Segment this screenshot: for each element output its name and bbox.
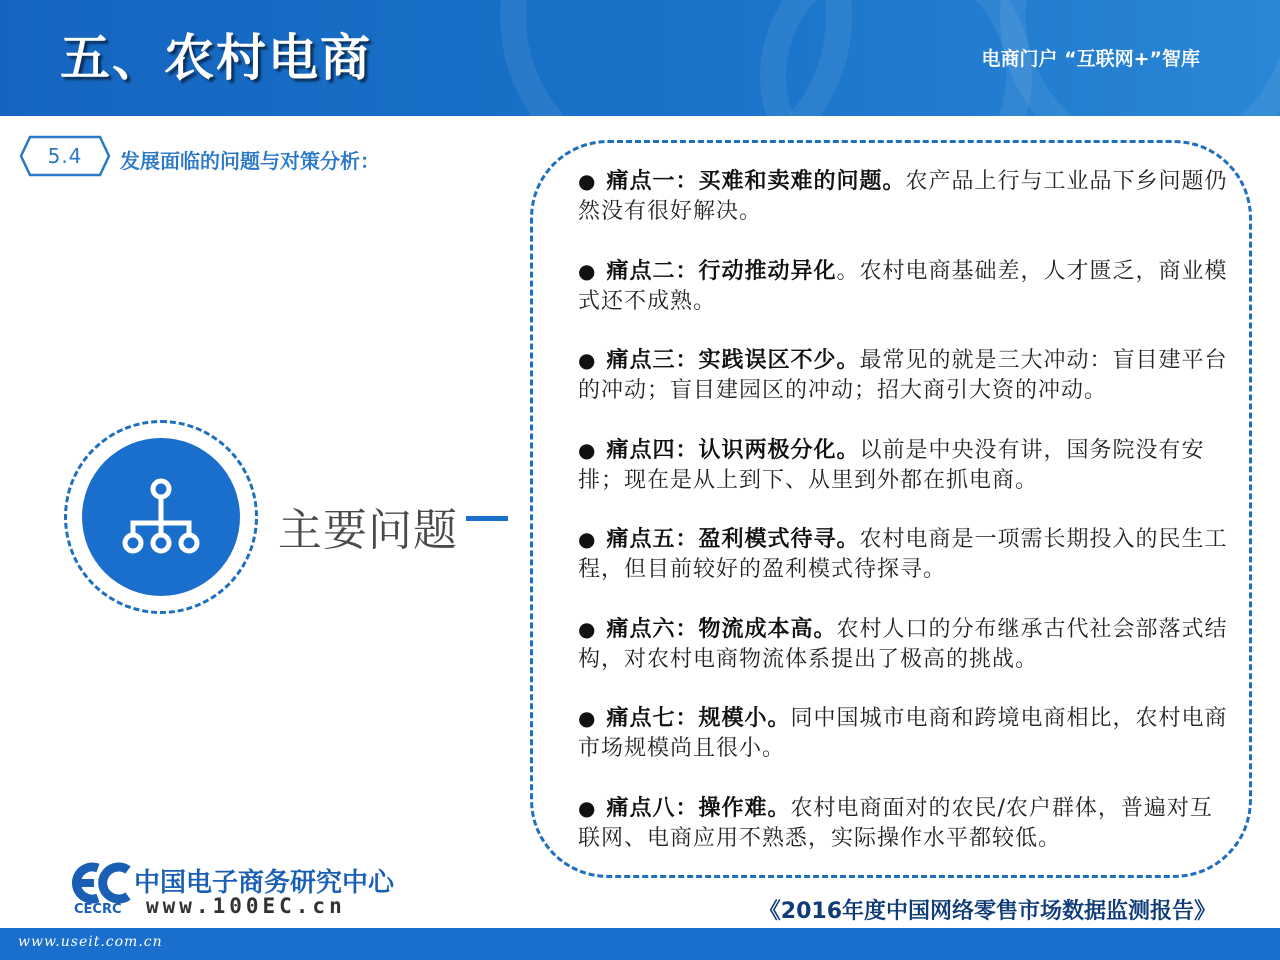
- hierarchy-icon: [121, 477, 201, 557]
- pain-point-title: 痛点八：操作难。: [606, 795, 791, 821]
- pain-point-item: [578, 166, 1228, 256]
- bullet-icon: ●: [578, 348, 597, 372]
- pain-point-item: [578, 524, 1228, 614]
- pain-point-item: [578, 345, 1228, 435]
- bullet-icon: ●: [578, 258, 597, 283]
- bullet-icon: ●: [578, 169, 597, 193]
- page-title: 五、农村电商: [60, 29, 372, 87]
- connector-line: [466, 516, 508, 521]
- pain-point-item: [578, 614, 1228, 704]
- header-banner: [0, 0, 1280, 116]
- main-topic-ring: [64, 420, 258, 614]
- bullet-icon: ●: [578, 616, 597, 641]
- pain-point-title: 痛点四：认识两极分化。: [606, 437, 860, 463]
- bullet-icon: ●: [578, 437, 597, 462]
- pain-point-title: 痛点五：盈利模式待寻。: [606, 527, 860, 552]
- report-title: 《2016年度中国网络零售市场数据监测报告》: [758, 899, 1216, 924]
- header-tagline: 电商门户 “互联网+”智库: [981, 48, 1200, 70]
- pain-point-text: 最常见的就是三大冲动：盲目建平台的冲动；盲目建园区的冲动；招大商引大资的冲动。: [578, 348, 1228, 403]
- pain-point-item: [578, 256, 1228, 346]
- pain-point-text: 农村电商面对的农民/农户群体，普遍对互联网、电商应用不熟悉，实际操作水平都较低。: [578, 795, 1213, 851]
- pain-point-title: 痛点三：实践误区不少。: [606, 348, 860, 373]
- pain-point-title: 痛点六：物流成本高。: [606, 616, 837, 642]
- section-number: 5.4: [47, 144, 83, 168]
- org-url: www.100EC.cn: [146, 894, 346, 918]
- pain-point-item: [578, 435, 1228, 525]
- pain-point-text: 农产品上行与工业品下乡问题仍然没有很好解决。: [578, 169, 1228, 224]
- pain-point-text: 农村电商是一项需长期投入的民生工程，但目前较好的盈利模式待探寻。: [578, 527, 1228, 582]
- footer-bar: [0, 928, 1280, 960]
- pain-point-item: [578, 793, 1228, 883]
- pain-point-text: 同中国城市电商和跨境电商相比，农村电商市场规模尚且很小。: [578, 706, 1228, 761]
- bullet-icon: ●: [578, 795, 597, 820]
- pain-point-title: 痛点七：规模小。: [606, 706, 791, 731]
- org-name: 中国电子商务研究中心: [134, 868, 395, 898]
- bullet-icon: ●: [578, 527, 597, 551]
- pain-point-item: [578, 703, 1228, 793]
- watermark: www.useit.com.cn: [18, 934, 163, 950]
- bullet-icon: ●: [578, 706, 597, 730]
- cecrc-logo-icon: [70, 862, 132, 904]
- pain-point-title: 痛点一：买难和卖难的问题。: [606, 169, 906, 194]
- pain-point-text: 农村人口的分布继承古代社会部落式结构，对农村电商物流体系提出了极高的挑战。: [578, 616, 1228, 672]
- pain-point-text: 。农村电商基础差，人才匮乏，商业模式还不成熟。: [578, 258, 1228, 314]
- pain-point-title: 痛点二：行动推动异化: [606, 258, 837, 284]
- main-topic-label: 主要问题: [278, 505, 458, 556]
- section-heading: 发展面临的问题与对策分析：: [120, 149, 380, 173]
- org-abbr: CECRC: [74, 902, 122, 917]
- main-topic-circle: [82, 438, 240, 596]
- pain-points-list: [578, 166, 1228, 882]
- pain-point-text: 以前是中央没有讲，国务院没有安排；现在是从上到下、从里到外都在抓电商。: [578, 437, 1205, 493]
